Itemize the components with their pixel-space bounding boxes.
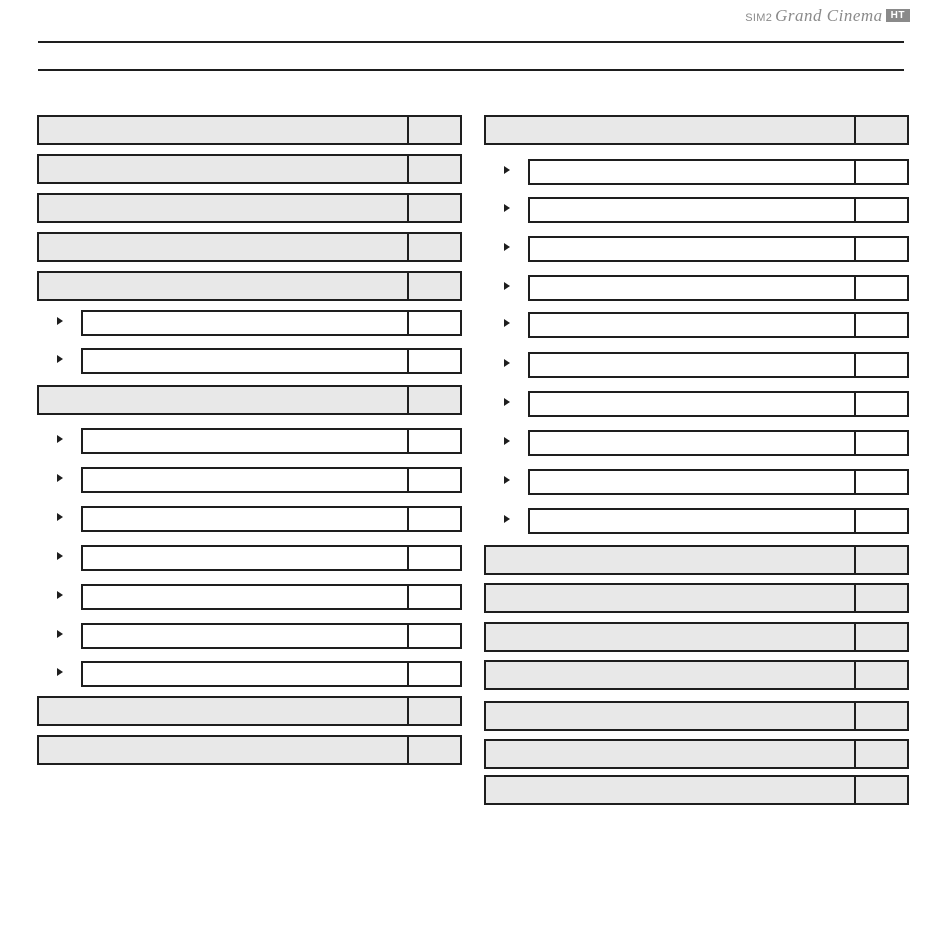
- field-label-box[interactable]: [37, 385, 409, 415]
- field-value-box[interactable]: [409, 348, 462, 374]
- field-label-box[interactable]: [528, 508, 856, 534]
- form-field-row: [37, 271, 462, 301]
- form-subfield-row: [514, 508, 909, 534]
- field-value-box[interactable]: [409, 661, 462, 687]
- field-value-box[interactable]: [409, 232, 462, 262]
- form-subfield-row: [514, 275, 909, 301]
- brand-badge: HT: [886, 9, 910, 22]
- field-label-box[interactable]: [484, 775, 856, 805]
- triangle-bullet-icon: [57, 317, 63, 325]
- field-value-box[interactable]: [856, 545, 909, 575]
- field-value-box[interactable]: [409, 271, 462, 301]
- triangle-bullet-icon: [504, 282, 510, 290]
- form-field-row: [484, 115, 909, 145]
- field-value-box[interactable]: [856, 236, 909, 262]
- form-subfield-row: [514, 430, 909, 456]
- form-subfield-row: [514, 159, 909, 185]
- triangle-bullet-icon: [57, 552, 63, 560]
- field-value-box[interactable]: [409, 623, 462, 649]
- triangle-bullet-icon: [504, 204, 510, 212]
- header-rule-bottom: [38, 69, 904, 71]
- triangle-bullet-icon: [504, 166, 510, 174]
- brand-logo: [745, 6, 910, 24]
- field-label-box[interactable]: [81, 467, 409, 493]
- triangle-bullet-icon: [504, 437, 510, 445]
- field-value-box[interactable]: [409, 467, 462, 493]
- field-value-box[interactable]: [856, 508, 909, 534]
- field-label-box[interactable]: [484, 701, 856, 731]
- field-label-box[interactable]: [528, 352, 856, 378]
- field-value-box[interactable]: [409, 310, 462, 336]
- field-value-box[interactable]: [856, 115, 909, 145]
- field-label-box[interactable]: [37, 735, 409, 765]
- form-subfield-row: [514, 352, 909, 378]
- triangle-bullet-icon: [57, 355, 63, 363]
- field-label-box[interactable]: [81, 623, 409, 649]
- form-subfield-row: [67, 584, 462, 610]
- form-subfield-row: [67, 348, 462, 374]
- field-label-box[interactable]: [528, 469, 856, 495]
- triangle-bullet-icon: [504, 243, 510, 251]
- triangle-bullet-icon: [57, 668, 63, 676]
- field-label-box[interactable]: [81, 348, 409, 374]
- triangle-bullet-icon: [504, 398, 510, 406]
- triangle-bullet-icon: [57, 435, 63, 443]
- field-label-box[interactable]: [81, 310, 409, 336]
- field-label-box[interactable]: [37, 696, 409, 726]
- field-label-box[interactable]: [484, 660, 856, 690]
- form-subfield-row: [67, 428, 462, 454]
- field-value-box[interactable]: [856, 775, 909, 805]
- field-label-box[interactable]: [484, 739, 856, 769]
- field-label-box[interactable]: [484, 622, 856, 652]
- field-value-box[interactable]: [409, 385, 462, 415]
- form-field-row: [484, 775, 909, 805]
- field-value-box[interactable]: [856, 739, 909, 769]
- triangle-bullet-icon: [57, 591, 63, 599]
- form-field-row: [37, 115, 462, 145]
- field-label-box[interactable]: [484, 545, 856, 575]
- form-field-row: [37, 232, 462, 262]
- triangle-bullet-icon: [504, 476, 510, 484]
- triangle-bullet-icon: [504, 359, 510, 367]
- field-label-box[interactable]: [37, 232, 409, 262]
- field-value-box[interactable]: [856, 159, 909, 185]
- field-label-box[interactable]: [528, 391, 856, 417]
- field-value-box[interactable]: [856, 430, 909, 456]
- form-field-row: [484, 660, 909, 690]
- form-field-row: [37, 193, 462, 223]
- field-value-box[interactable]: [409, 696, 462, 726]
- form-field-row: [37, 154, 462, 184]
- header-rule-top: [38, 41, 904, 43]
- triangle-bullet-icon: [504, 319, 510, 327]
- field-label-box[interactable]: [37, 115, 409, 145]
- field-label-box[interactable]: [528, 159, 856, 185]
- field-value-box[interactable]: [856, 312, 909, 338]
- form-field-row: [37, 696, 462, 726]
- form-field-row: [484, 583, 909, 613]
- field-value-box[interactable]: [409, 584, 462, 610]
- field-value-box[interactable]: [409, 428, 462, 454]
- field-label-box[interactable]: [528, 275, 856, 301]
- field-label-box[interactable]: [81, 428, 409, 454]
- field-value-box[interactable]: [856, 352, 909, 378]
- form-subfield-row: [514, 391, 909, 417]
- field-label-box[interactable]: [37, 193, 409, 223]
- form-subfield-row: [67, 310, 462, 336]
- field-label-box[interactable]: [528, 312, 856, 338]
- form-subfield-row: [514, 197, 909, 223]
- field-label-box[interactable]: [528, 197, 856, 223]
- triangle-bullet-icon: [504, 515, 510, 523]
- field-label-box[interactable]: [37, 154, 409, 184]
- field-value-box[interactable]: [409, 545, 462, 571]
- field-value-box[interactable]: [856, 275, 909, 301]
- form-subfield-row: [67, 661, 462, 687]
- form-subfield-row: [67, 467, 462, 493]
- form-field-row: [484, 622, 909, 652]
- field-value-box[interactable]: [409, 735, 462, 765]
- field-value-box[interactable]: [409, 193, 462, 223]
- field-label-box[interactable]: [81, 584, 409, 610]
- field-value-box[interactable]: [409, 506, 462, 532]
- triangle-bullet-icon: [57, 630, 63, 638]
- field-value-box[interactable]: [856, 469, 909, 495]
- form-subfield-row: [514, 236, 909, 262]
- field-label-box[interactable]: [81, 661, 409, 687]
- form-subfield-row: [67, 545, 462, 571]
- triangle-bullet-icon: [57, 513, 63, 521]
- field-label-box[interactable]: [37, 271, 409, 301]
- field-value-box[interactable]: [409, 154, 462, 184]
- field-label-box[interactable]: [484, 583, 856, 613]
- form-field-row: [484, 701, 909, 731]
- triangle-bullet-icon: [57, 474, 63, 482]
- field-value-box[interactable]: [409, 115, 462, 145]
- form-subfield-row: [514, 312, 909, 338]
- form-field-row: [37, 385, 462, 415]
- field-label-box[interactable]: [484, 115, 856, 145]
- field-label-box[interactable]: [81, 506, 409, 532]
- field-value-box[interactable]: [856, 701, 909, 731]
- field-label-box[interactable]: [81, 545, 409, 571]
- field-value-box[interactable]: [856, 583, 909, 613]
- field-value-box[interactable]: [856, 660, 909, 690]
- form-subfield-row: [514, 469, 909, 495]
- field-value-box[interactable]: [856, 391, 909, 417]
- field-label-box[interactable]: [528, 430, 856, 456]
- form-field-row: [484, 545, 909, 575]
- field-value-box[interactable]: [856, 622, 909, 652]
- brand-script-text: Grand Cinema: [775, 6, 883, 25]
- brand-sim-text: SIM2: [745, 12, 773, 24]
- form-subfield-row: [67, 623, 462, 649]
- field-label-box[interactable]: [528, 236, 856, 262]
- form-field-row: [484, 739, 909, 769]
- form-subfield-row: [67, 506, 462, 532]
- form-field-row: [37, 735, 462, 765]
- field-value-box[interactable]: [856, 197, 909, 223]
